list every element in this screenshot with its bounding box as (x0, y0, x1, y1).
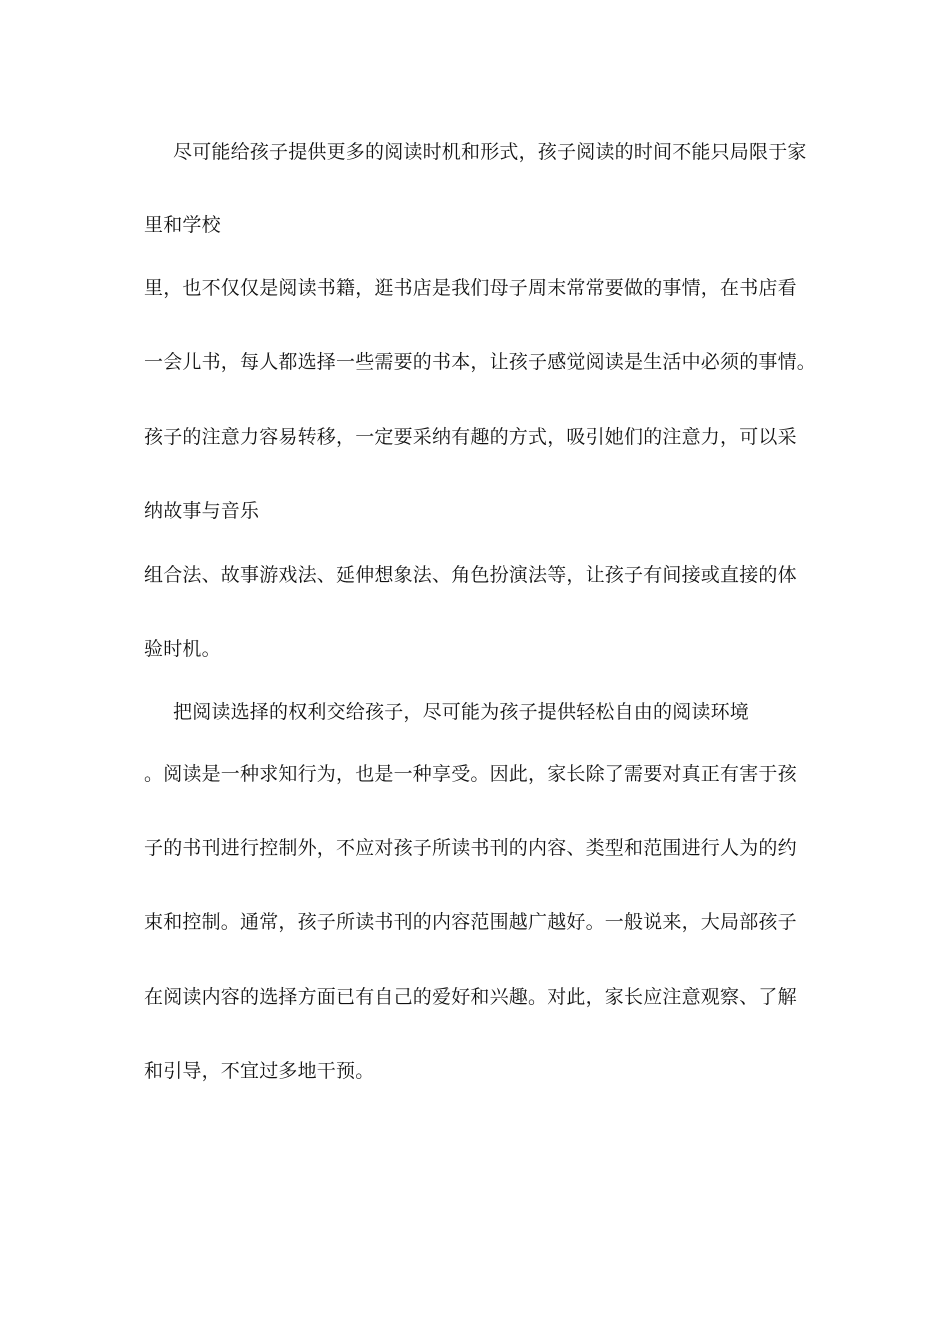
text-line: 和引导，不宜过多地干预。 (144, 1060, 375, 1082)
text-line: 。阅读是一种求知行为，也是一种享受。因此，家长除了需要对真正有害于孩 (144, 763, 797, 785)
text-line: 组合法、故事游戏法、延伸想象法、角色扮演法等，让孩子有间接或直接的体 (144, 564, 797, 586)
text-line: 尽可能给孩子提供更多的阅读时机和形式，孩子阅读的时间不能只局限于家 (173, 141, 807, 163)
text-line: 在阅读内容的选择方面已有自己的爱好和兴趣。对此，家长应注意观察、了解 (144, 986, 797, 1008)
text-line: 里和学校 (144, 214, 221, 236)
text-line: 束和控制。通常，孩子所读书刊的内容范围越广越好。一般说来，大局部孩子 (144, 911, 797, 933)
text-line: 把阅读选择的权利交给孩子，尽可能为孩子提供轻松自由的阅读环境 (173, 701, 750, 723)
text-line: 里，也不仅仅是阅读书籍，逛书店是我们母子周末常常要做的事情，在书店看 (144, 277, 797, 299)
text-line: 孩子的注意力容易转移，一定要采纳有趣的方式，吸引她们的注意力，可以采 (144, 426, 797, 448)
text-line: 子的书刊进行控制外，不应对孩子所读书刊的内容、类型和范围进行人为的约 (144, 837, 797, 859)
text-line: 一会儿书，每人都选择一些需要的书本，让孩子感觉阅读是生活中必须的事情。 (144, 351, 817, 373)
text-line: 纳故事与音乐 (144, 500, 260, 522)
text-line: 验时机。 (144, 638, 221, 660)
